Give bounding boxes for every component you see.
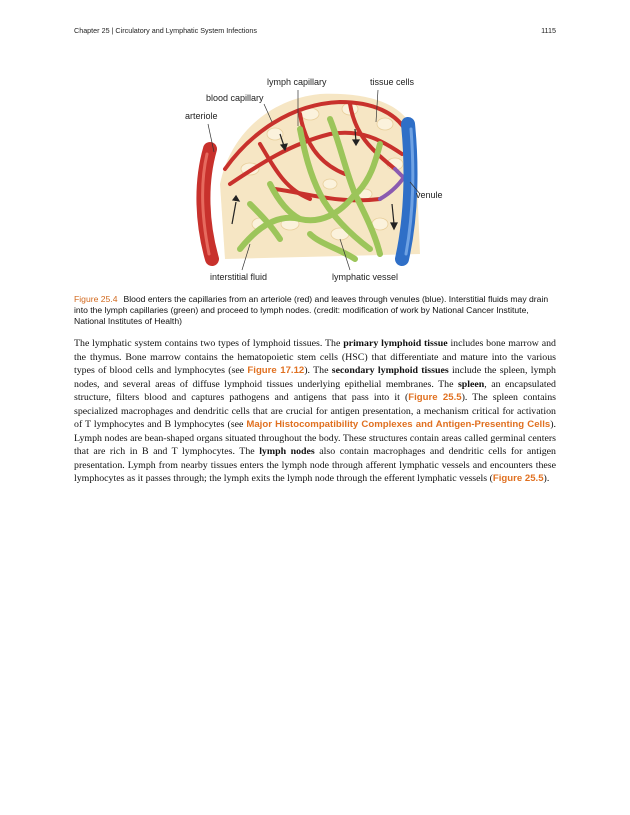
figure-caption <box>74 294 556 327</box>
term-lymph-nodes: lymph nodes <box>259 446 315 457</box>
label-arteriole: arteriole <box>185 111 218 121</box>
link-mhc-section[interactable]: Major Histocompatibility Complexes and Antigen-Presenting Cells <box>246 419 551 430</box>
label-venule: venule <box>416 190 443 200</box>
text-run: includes bone marrow and the thymus. Bone marrow contains the hematopoietic stem cells (HSC) that differentiate and mature into the various types of blood cells and lymphocytes (see <box>74 338 556 376</box>
label-lymphatic-vessel: lymphatic vessel <box>332 272 399 282</box>
text-run: include the spleen, lymph nodes, and several areas of diffuse lymphoid tissues underlying epithelial membranes. The <box>74 365 556 390</box>
text-run: ). <box>543 473 550 484</box>
text-run: also contain macrophages and dendritic cells for antigen presentation. Lymph from nearby tissues enters the lymph node through afferent lymphatic vessels and encounters these lymphocytes as it passes through; the lymph exits the lymph node through the efferent lymphatic vessels ( <box>74 446 556 484</box>
chapter-title: Chapter 25 | Circulatory and Lymphatic System Infections <box>74 26 257 35</box>
term-primary-lymphoid-tissue: primary lymphoid tissue <box>343 338 448 349</box>
link-figure-17-12[interactable]: Figure 17.12 <box>247 365 305 376</box>
page-header <box>74 26 556 38</box>
label-tissue-cells: tissue cells <box>370 77 415 87</box>
caption-text: Blood enters the capillaries from an arteriole (red) and leaves through venules (blue). Interstitial fluids may drain into the lymph capillaries (green) and proceed to lymph nodes. (credit: modification of work by National Cancer Institute, National Institutes of Health) <box>74 294 549 326</box>
text-run: ). The <box>304 365 332 376</box>
link-figure-25-5[interactable]: Figure 25.5 <box>408 392 462 403</box>
label-interstitial-fluid: interstitial fluid <box>210 272 268 282</box>
label-lymph-capillary: lymph capillary <box>267 77 327 87</box>
text-run: ). The spleen contains specialized macrophages and dendritic cells that are crucial for antigen presentation, a mechanism critical for activation of T lymphocytes and B lymphocytes (see <box>74 392 556 430</box>
term-secondary-lymphoid-tissues: secondary lymphoid tissues <box>331 365 449 376</box>
capillary-diagram <box>180 74 452 288</box>
text-run: The lymphatic system contains two types of lymphoid tissues. The <box>74 338 344 349</box>
page-number: 1115 <box>541 26 556 35</box>
figure-illustration <box>180 74 452 288</box>
label-blood-capillary: blood capillary <box>206 93 264 103</box>
link-figure-25-5[interactable]: Figure 25.5 <box>492 473 544 484</box>
text-run: , an encapsulated structure, filters blood and captures pathogens and antigens that pass into it ( <box>74 378 556 403</box>
body-paragraph <box>74 337 556 486</box>
text-run: ). Lymph nodes are bean-shaped organs situated throughout the body. These structures contain areas called germinal centers that are rich in B and T lymphocytes. The <box>74 419 556 457</box>
term-spleen: spleen <box>457 378 485 390</box>
figure-number: Figure 25.4 <box>74 294 118 304</box>
